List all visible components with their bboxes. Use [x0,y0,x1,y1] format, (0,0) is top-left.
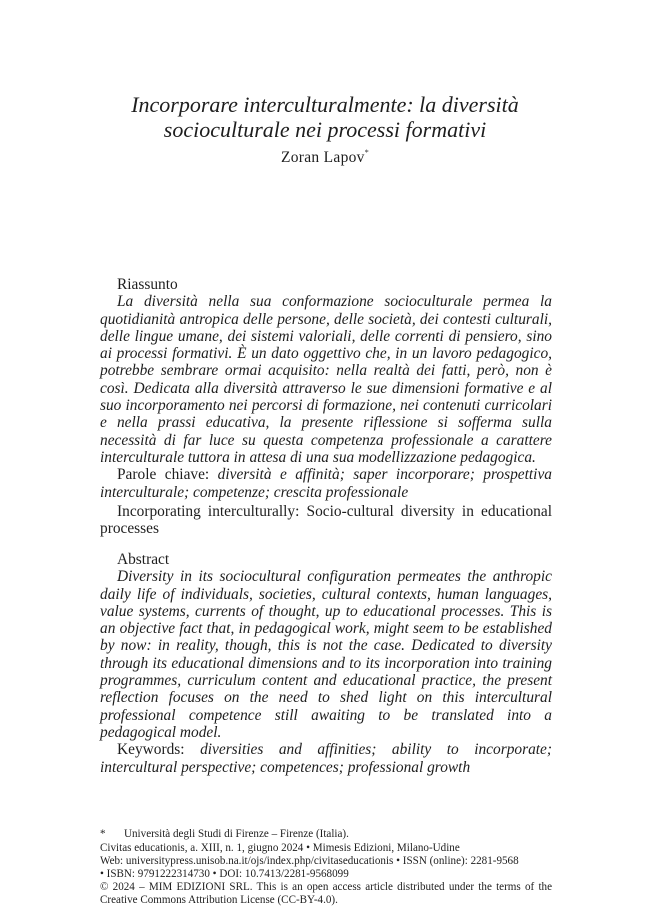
abstract-text: Diversity in its sociocultural configuration permeates the anthropic daily life of individuals, societies, cultural contexts, human languages, value systems, currents of thought, up to educational processes. This is an objective fact that, in pedagogical work, might seem to be established by now: in reality, though, this is not the case. Dedicated to diversity through its educational dimensions and to its incorporation into training programmes, curriculum content and educational practice, the present reflection focuses on the need to shed light on this intercultural professional competence still awaiting to be translated into a pedagogical model. [100,568,552,741]
keywords-text: diversities and affinities; ability to incorporate; intercultural perspective; competences; professional growth [100,741,553,776]
abstract-heading: Abstract [117,551,170,568]
web-info[interactable]: Web: universitypress.unisob.na.it/ojs/index.php/civitaseducationis • ISSN (online): 2281-9568 [100,855,519,867]
parole-chiave-text: diversità e affinità; saper incorporare; prospettiva interculturale; competenze; crescita professionale [100,466,552,501]
article-title: Incorporare interculturalmente: la diversità socioculturale nei processi formativi [131,92,519,142]
footnote-text: Università degli Studi di Firenze – Firenze (Italia). [124,828,349,840]
author-footnote-mark[interactable]: * [364,148,370,157]
page-footer [100,828,552,907]
riassunto-section [100,276,552,501]
journal-info: Civitas educationis, a. XIII, n. 1, giugno 2024 • Mimesis Edizioni, Milano-Udine [100,842,460,854]
riassunto-text: La diversità nella sua conformazione socioculturale permea la quotidianità antropica delle persone, delle società, dei contesti culturali, delle lingue umane, dei sistemi valoriali, delle correnti di pensiero, sino ai processi formativi. È un dato oggettivo che, in un lavoro pedagogico, potrebbe sembrare ormai acquisito: nella realtà dei fatti, però, non è così. Dedicata alla diversità attraverso le sue dimensioni formative e al suo incorporamento nei percorsi di formazione, nei contenuti curricolari e nella prassi educativa, la presente riflessione si sofferma sulla necessità di far luce su questa competenza professionale a carattere interculturale tuttora in attesa di una sua modellizzazione pedagogica. [100,293,552,466]
footnote [100,828,552,841]
riassunto-heading: Riassunto [117,276,178,293]
keywords [100,741,552,776]
english-title: Incorporating interculturally: Socio-cultural diversity in educational processes [100,503,552,538]
abstract-section [100,551,552,776]
keywords-label: Keywords: [117,741,185,759]
footnote-mark: * [100,828,106,840]
author-name: Zoran Lapov [280,149,365,166]
license-info: © 2024 – MIM EDIZIONI SRL. This is an open access article distributed under the terms of the Creative Commons Attribution License (CC-BY-4.0). [100,881,552,906]
parole-chiave-label: Parole chiave: [117,466,210,484]
isbn-doi-info: • ISBN: 9791222314730 • DOI: 10.7413/2281-9568099 [100,868,349,880]
parole-chiave [100,466,552,501]
author-line [100,148,550,167]
